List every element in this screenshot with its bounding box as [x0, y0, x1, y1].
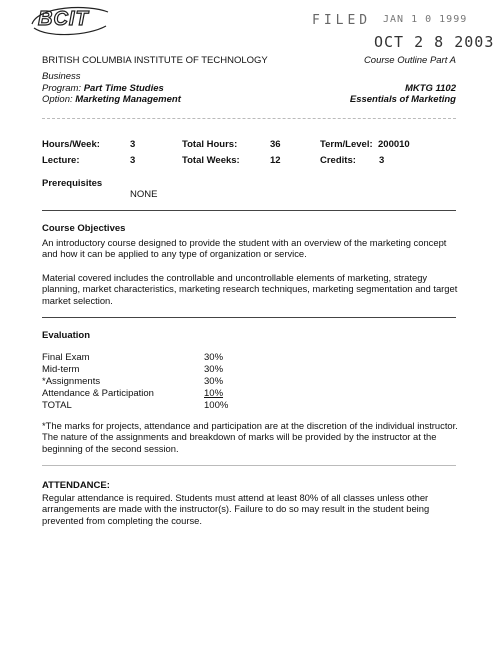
total-hours-value: 36 — [270, 139, 281, 150]
option-line — [42, 94, 181, 105]
evaluation-item-value: 30% — [204, 376, 224, 387]
objectives-paragraph-1: An introductory course designed to provide the student with an overview of the marketing concept and how it can be applied to any type of organization or service. — [42, 237, 447, 260]
evaluation-item-value: 10% — [204, 388, 224, 399]
institute-name: BRITISH COLUMBIA INSTITUTE OF TECHNOLOGY — [42, 55, 268, 66]
term-level-value: 200010 — [378, 139, 410, 150]
prerequisites-label: Prerequisites — [42, 178, 103, 189]
evaluation-divider — [42, 465, 456, 466]
evaluation-heading: Evaluation — [42, 330, 91, 341]
total-weeks-label: Total Weeks: — [182, 155, 240, 166]
received-date-stamp: OCT 2 8 2003 — [374, 33, 495, 51]
objectives-heading: Course Objectives — [42, 223, 126, 234]
attendance-heading: ATTENDANCE: — [42, 480, 110, 491]
bcit-logo — [28, 4, 112, 38]
credits-label: Credits: — [320, 155, 356, 166]
document-type: Course Outline Part A — [363, 55, 456, 66]
school-name: Business — [42, 71, 81, 82]
hours-week-value: 3 — [130, 139, 136, 150]
header-divider — [42, 118, 456, 119]
course-code: MKTG 1102 — [404, 83, 456, 94]
evaluation-item-value: 30% — [204, 364, 224, 375]
evaluation-note: *The marks for projects, attendance and participation are at the discretion of the individual instructor. The nature of the assignments and breakdown of marks will be provided by the instructor at the beginning of the second session. — [42, 420, 458, 454]
program-line — [42, 83, 164, 94]
program-value: Part Time Studies — [83, 83, 164, 94]
attendance-text: Regular attendance is required. Students must attend at least 80% of all classes unless other arrangements are made with the instructor(s). Failure to do so may result in the student being prevented from completing the course. — [42, 492, 430, 526]
option-label: Option: — [42, 94, 73, 105]
filed-stamp-date: JAN 1 0 1999 — [383, 14, 468, 25]
evaluation-item-label: *Assignments — [42, 376, 101, 387]
term-level-label: Term/Level: — [320, 139, 373, 150]
filed-stamp-label: FILED — [312, 13, 372, 28]
objectives-divider — [42, 317, 456, 318]
lecture-value: 3 — [130, 155, 136, 166]
hours-week-label: Hours/Week: — [42, 139, 100, 150]
course-title: Essentials of Marketing — [349, 94, 456, 105]
evaluation-total-label: TOTAL — [42, 400, 72, 411]
total-hours-label: Total Hours: — [182, 139, 238, 150]
logo-text: BCIT — [38, 8, 89, 30]
credits-value: 3 — [379, 155, 385, 166]
evaluation-item-value: 30% — [204, 352, 224, 363]
evaluation-item-label: Final Exam — [42, 352, 90, 363]
total-weeks-value: 12 — [270, 155, 281, 166]
objectives-paragraph-2: Material covered includes the controllable and uncontrollable elements of marketing, strategy planning, market characteristics, marketing research techniques, marketing segmentation and target market selection. — [42, 272, 458, 306]
evaluation-item-label: Mid-term — [42, 364, 80, 375]
lecture-label: Lecture: — [42, 155, 80, 166]
prerequisites-value: NONE — [130, 189, 158, 200]
details-divider — [42, 210, 456, 211]
program-label: Program: — [42, 83, 82, 94]
evaluation-total-value: 100% — [204, 400, 229, 411]
option-value: Marketing Management — [75, 94, 181, 105]
evaluation-item-label: Attendance & Participation — [42, 388, 154, 399]
